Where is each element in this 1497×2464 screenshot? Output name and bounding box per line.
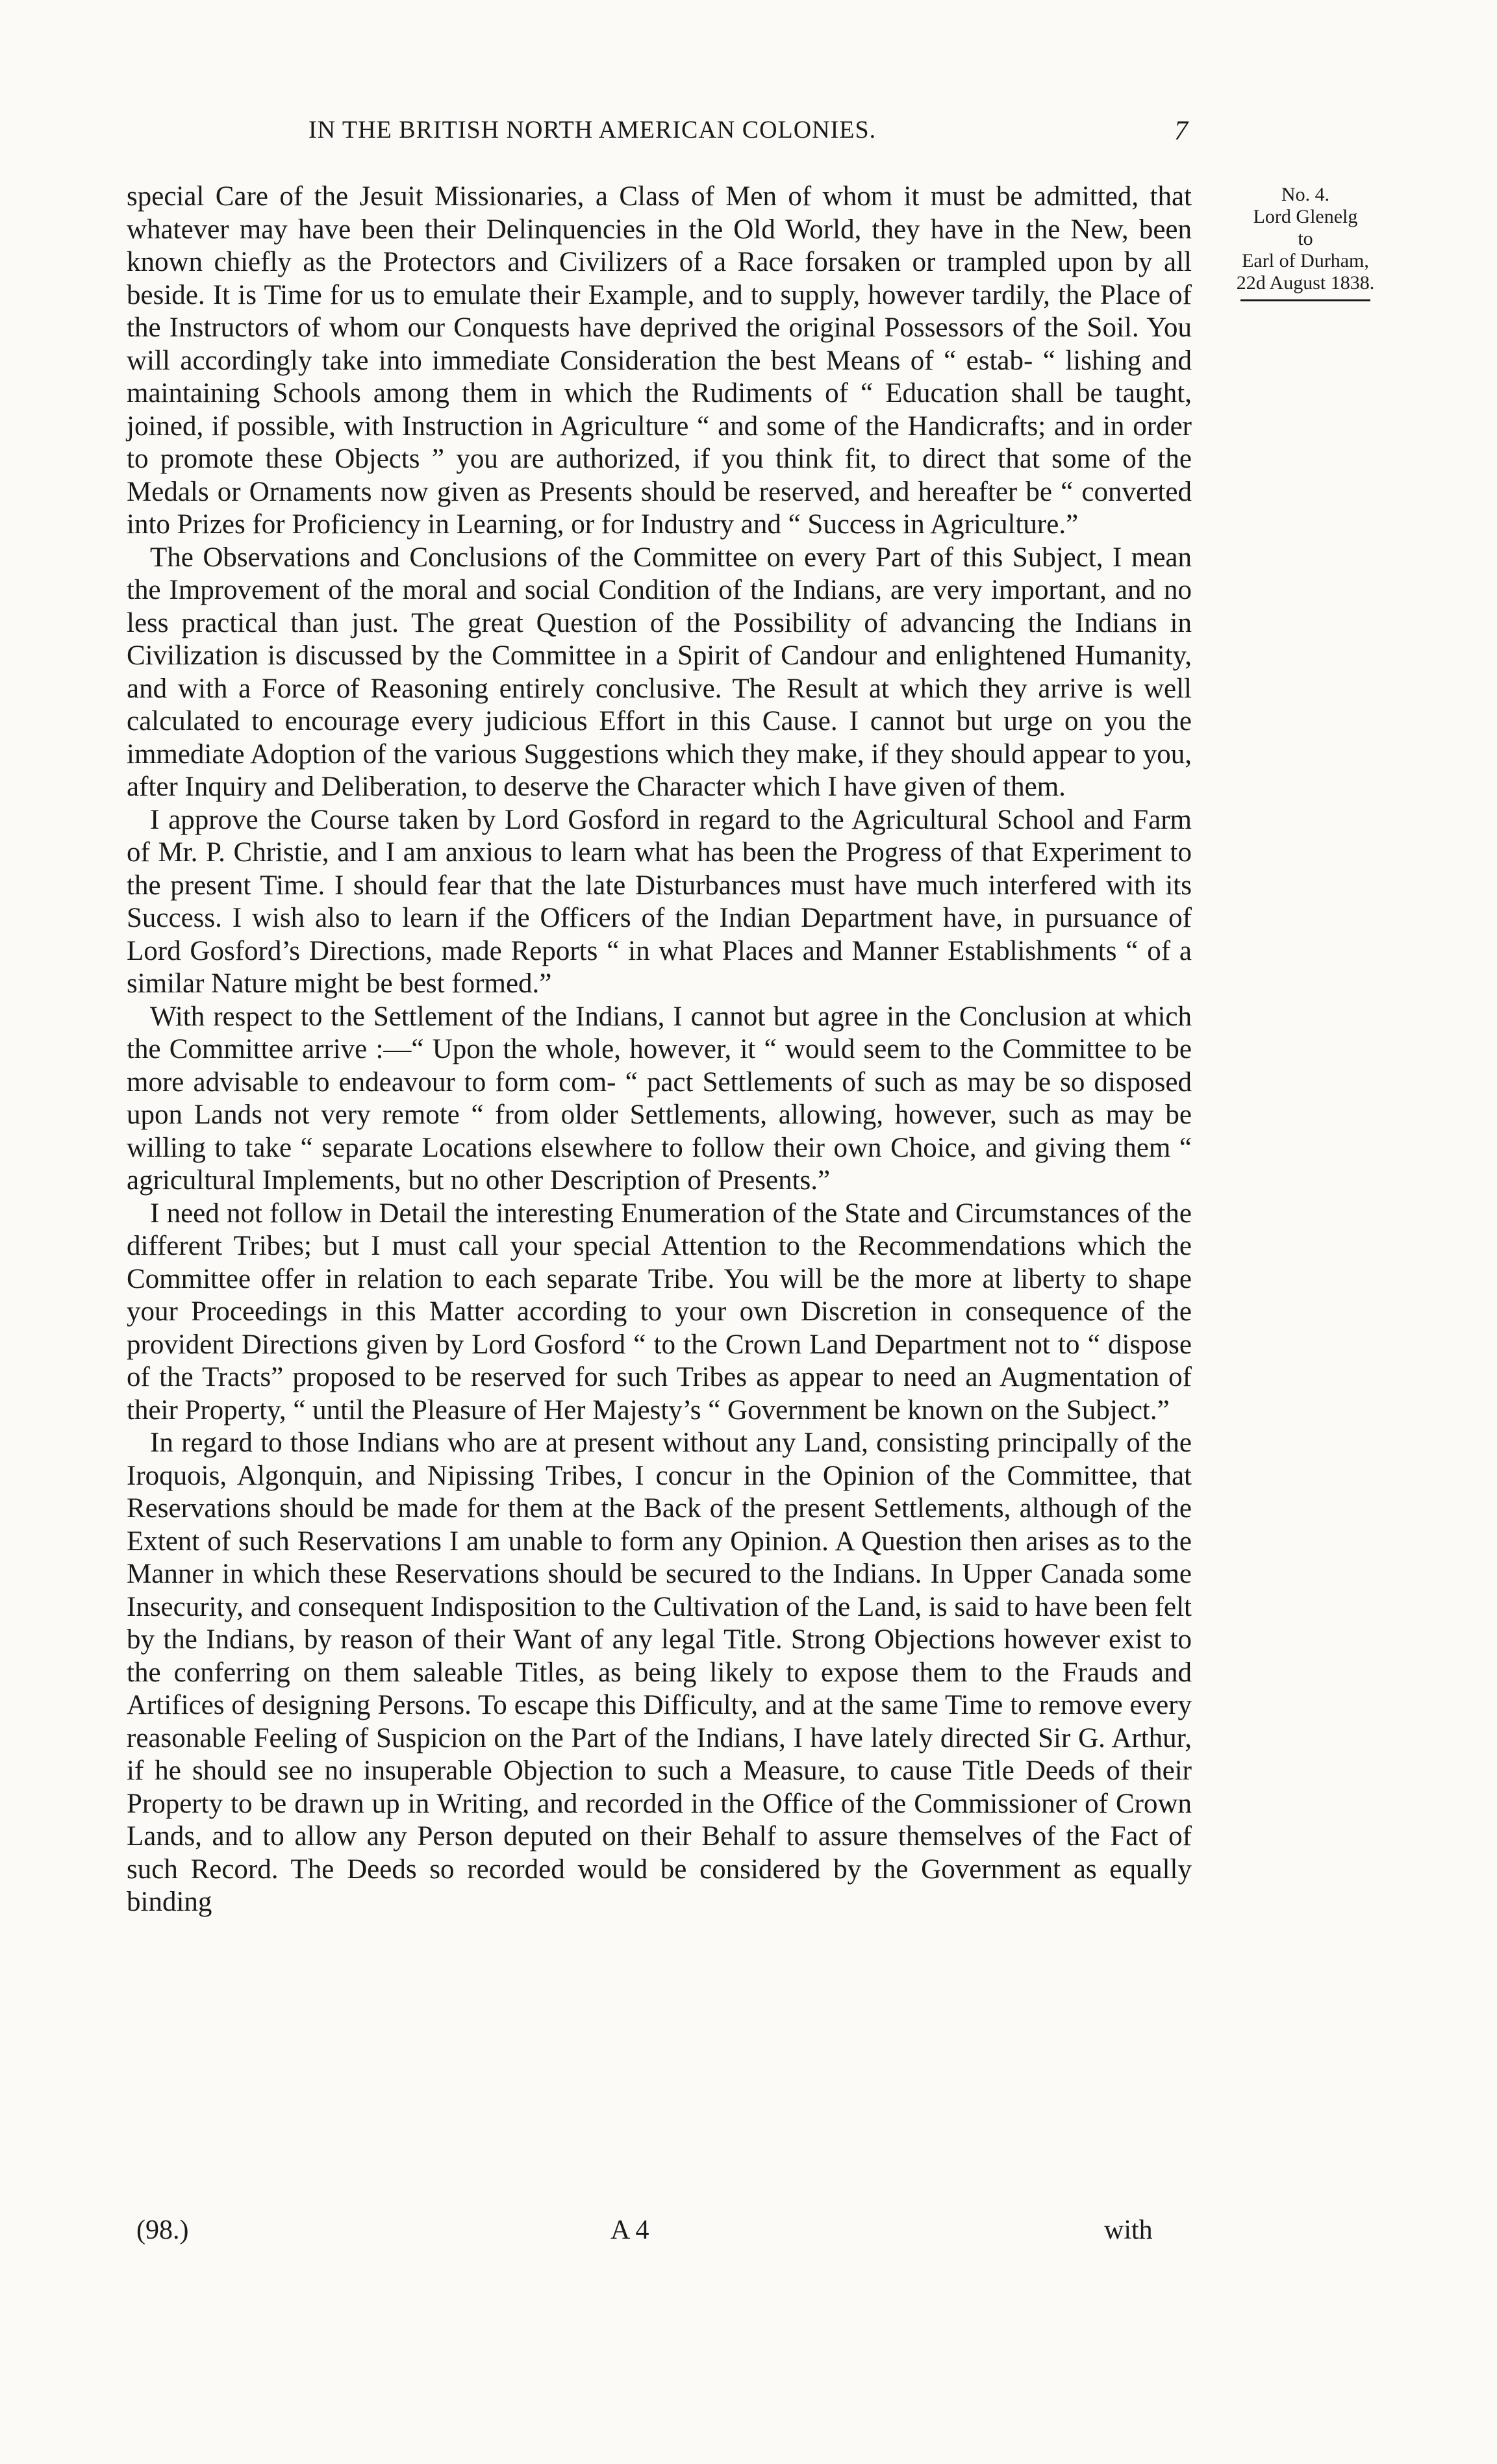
page-header: [0, 116, 1497, 155]
paragraph-2: The Observations and Conclusions of the Committee on every Part of this Subject, I mean the Improvement of the moral and social Condition of the Indians, are very important, and no less practical than just. The great Question of the Possibility of advancing the Indians in Civilization is discussed by the Committee in a Spirit of Candour and enlightened Humanity, and with a Force of Reasoning entirely conclusive. The Result at which they arrive is well calculated to encourage every judicious Effort in this Cause. I cannot but urge on you the immediate Adoption of the various Suggestions which they make, if they should appear to you, after Inquiry and Deliberation, to deserve the Character which I have given of them.: [127, 542, 1192, 802]
body-text: [127, 181, 1192, 1919]
catchword: with: [1104, 2215, 1153, 2245]
margin-note-from: Lord Glenelg: [1253, 206, 1358, 227]
signature-mark: (98.): [136, 2215, 189, 2245]
margin-note: [1231, 184, 1380, 301]
margin-note-recipient: Earl of Durham,: [1242, 250, 1369, 271]
margin-note-rule: [1240, 299, 1370, 301]
margin-note-to: to: [1298, 228, 1313, 249]
running-title: IN THE BRITISH NORTH AMERICAN COLONIES.: [308, 116, 877, 144]
paragraph-3: I approve the Course taken by Lord Gosford in regard to the Agricultural School and Farm of Mr. P. Christie, and I am anxious to learn what has been the Progress of that Experiment to the present Time. I should fear that the late Disturbances must have much interfered with its Success. I wish also to learn if the Officers of the Indian Department have, in pursuance of Lord Gosford’s Directions, made Reports “ in what Places and Manner Establishments “ of a similar Nature might be best formed.”: [127, 804, 1192, 999]
paragraph-6: In regard to those Indians who are at present without any Land, consisting principally of the Iroquois, Algonquin, and Nipissing Tribes, I concur in the Opinion of the Committee, that Reservations should be made for them at the Back of the present Settlements, although of the Extent of such Reservations I am unable to form any Opinion. A Question then arises as to the Manner in which these Reservations should be secured to the Indians. In Upper Canada some Insecurity, and consequent Indisposition to the Cultivation of the Land, is said to have been felt by the Indians, by reason of their Want of any legal Title. Strong Objections however exist to the conferring on them saleable Titles, as being likely to expose them to the Frauds and Artifices of designing Persons. To escape this Difficulty, and at the same Time to remove every reasonable Feeling of Suspicion on the Part of the Indians, I have lately directed Sir G. Arthur, if he should see no insuperable Objection to such a Measure, to cause Title Deeds of their Property to be drawn up in Writing, and recorded in the Office of the Commissioner of Crown Lands, and to allow any Person deputed on their Behalf to assure themselves of the Fact of such Record. The Deeds so recorded would be considered by the Government as equally binding: [127, 1427, 1192, 1917]
page-number: 7: [1174, 116, 1188, 146]
sheet-mark: A 4: [610, 2215, 649, 2245]
paragraph-4: With respect to the Settlement of the Indians, I cannot but agree in the Conclusion at which the Committee arrive :—“ Upon the whole, however, it “ would seem to the Committee to be more advisable to endeavour to form com- “ pact Settlements of such as may be so disposed upon Lands not very remote “ from older Settlements, allowing, however, such as may be willing to take “ separate Locations elsewhere to follow their own Choice, and giving them “ agricultural Implements, but no other Description of Presents.”: [127, 1001, 1192, 1196]
page-footer: [0, 2215, 1497, 2254]
margin-note-number: No. 4.: [1281, 184, 1330, 205]
paragraph-5: I need not follow in Detail the interesting Enumeration of the State and Circumstances of the different Tribes; but I must call your special Attention to the Recommendations which the Committee offer in relation to each separate Tribe. You will be the more at liberty to shape your Proceedings in this Matter according to your own Discretion in consequence of the provident Directions given by Lord Gosford “ to the Crown Land Department not to “ dispose of the Tracts” proposed to be reserved for such Tribes as appear to need an Augmentation of their Property, “ until the Pleasure of Her Majesty’s “ Government be known on the Subject.”: [127, 1198, 1192, 1426]
margin-note-date: 22d August 1838.: [1236, 272, 1375, 294]
paragraph-1: special Care of the Jesuit Missionaries, a Class of Men of whom it must be admitted, that whatever may have been their Delinquencies in the Old World, they have in the New, been known chiefly as the Protectors and Civilizers of a Race forsaken or trampled upon by all beside. It is Time for us to emulate their Example, and to supply, however tardily, the Place of the Instructors of whom our Conquests have deprived the original Possessors of the Soil. You will accordingly take into immediate Consideration the best Means of “ estab- “ lishing and maintaining Schools among them in which the Rudiments of “ Education shall be taught, joined, if possible, with Instruction in Agriculture “ and some of the Handicrafts; and in order to promote these Objects ” you are authorized, if you think fit, to direct that some of the Medals or Ornaments now given as Presents should be reserved, and hereafter be “ converted into Prizes for Proficiency in Learning, or for Industry and “ Success in Agriculture.”: [127, 181, 1192, 540]
